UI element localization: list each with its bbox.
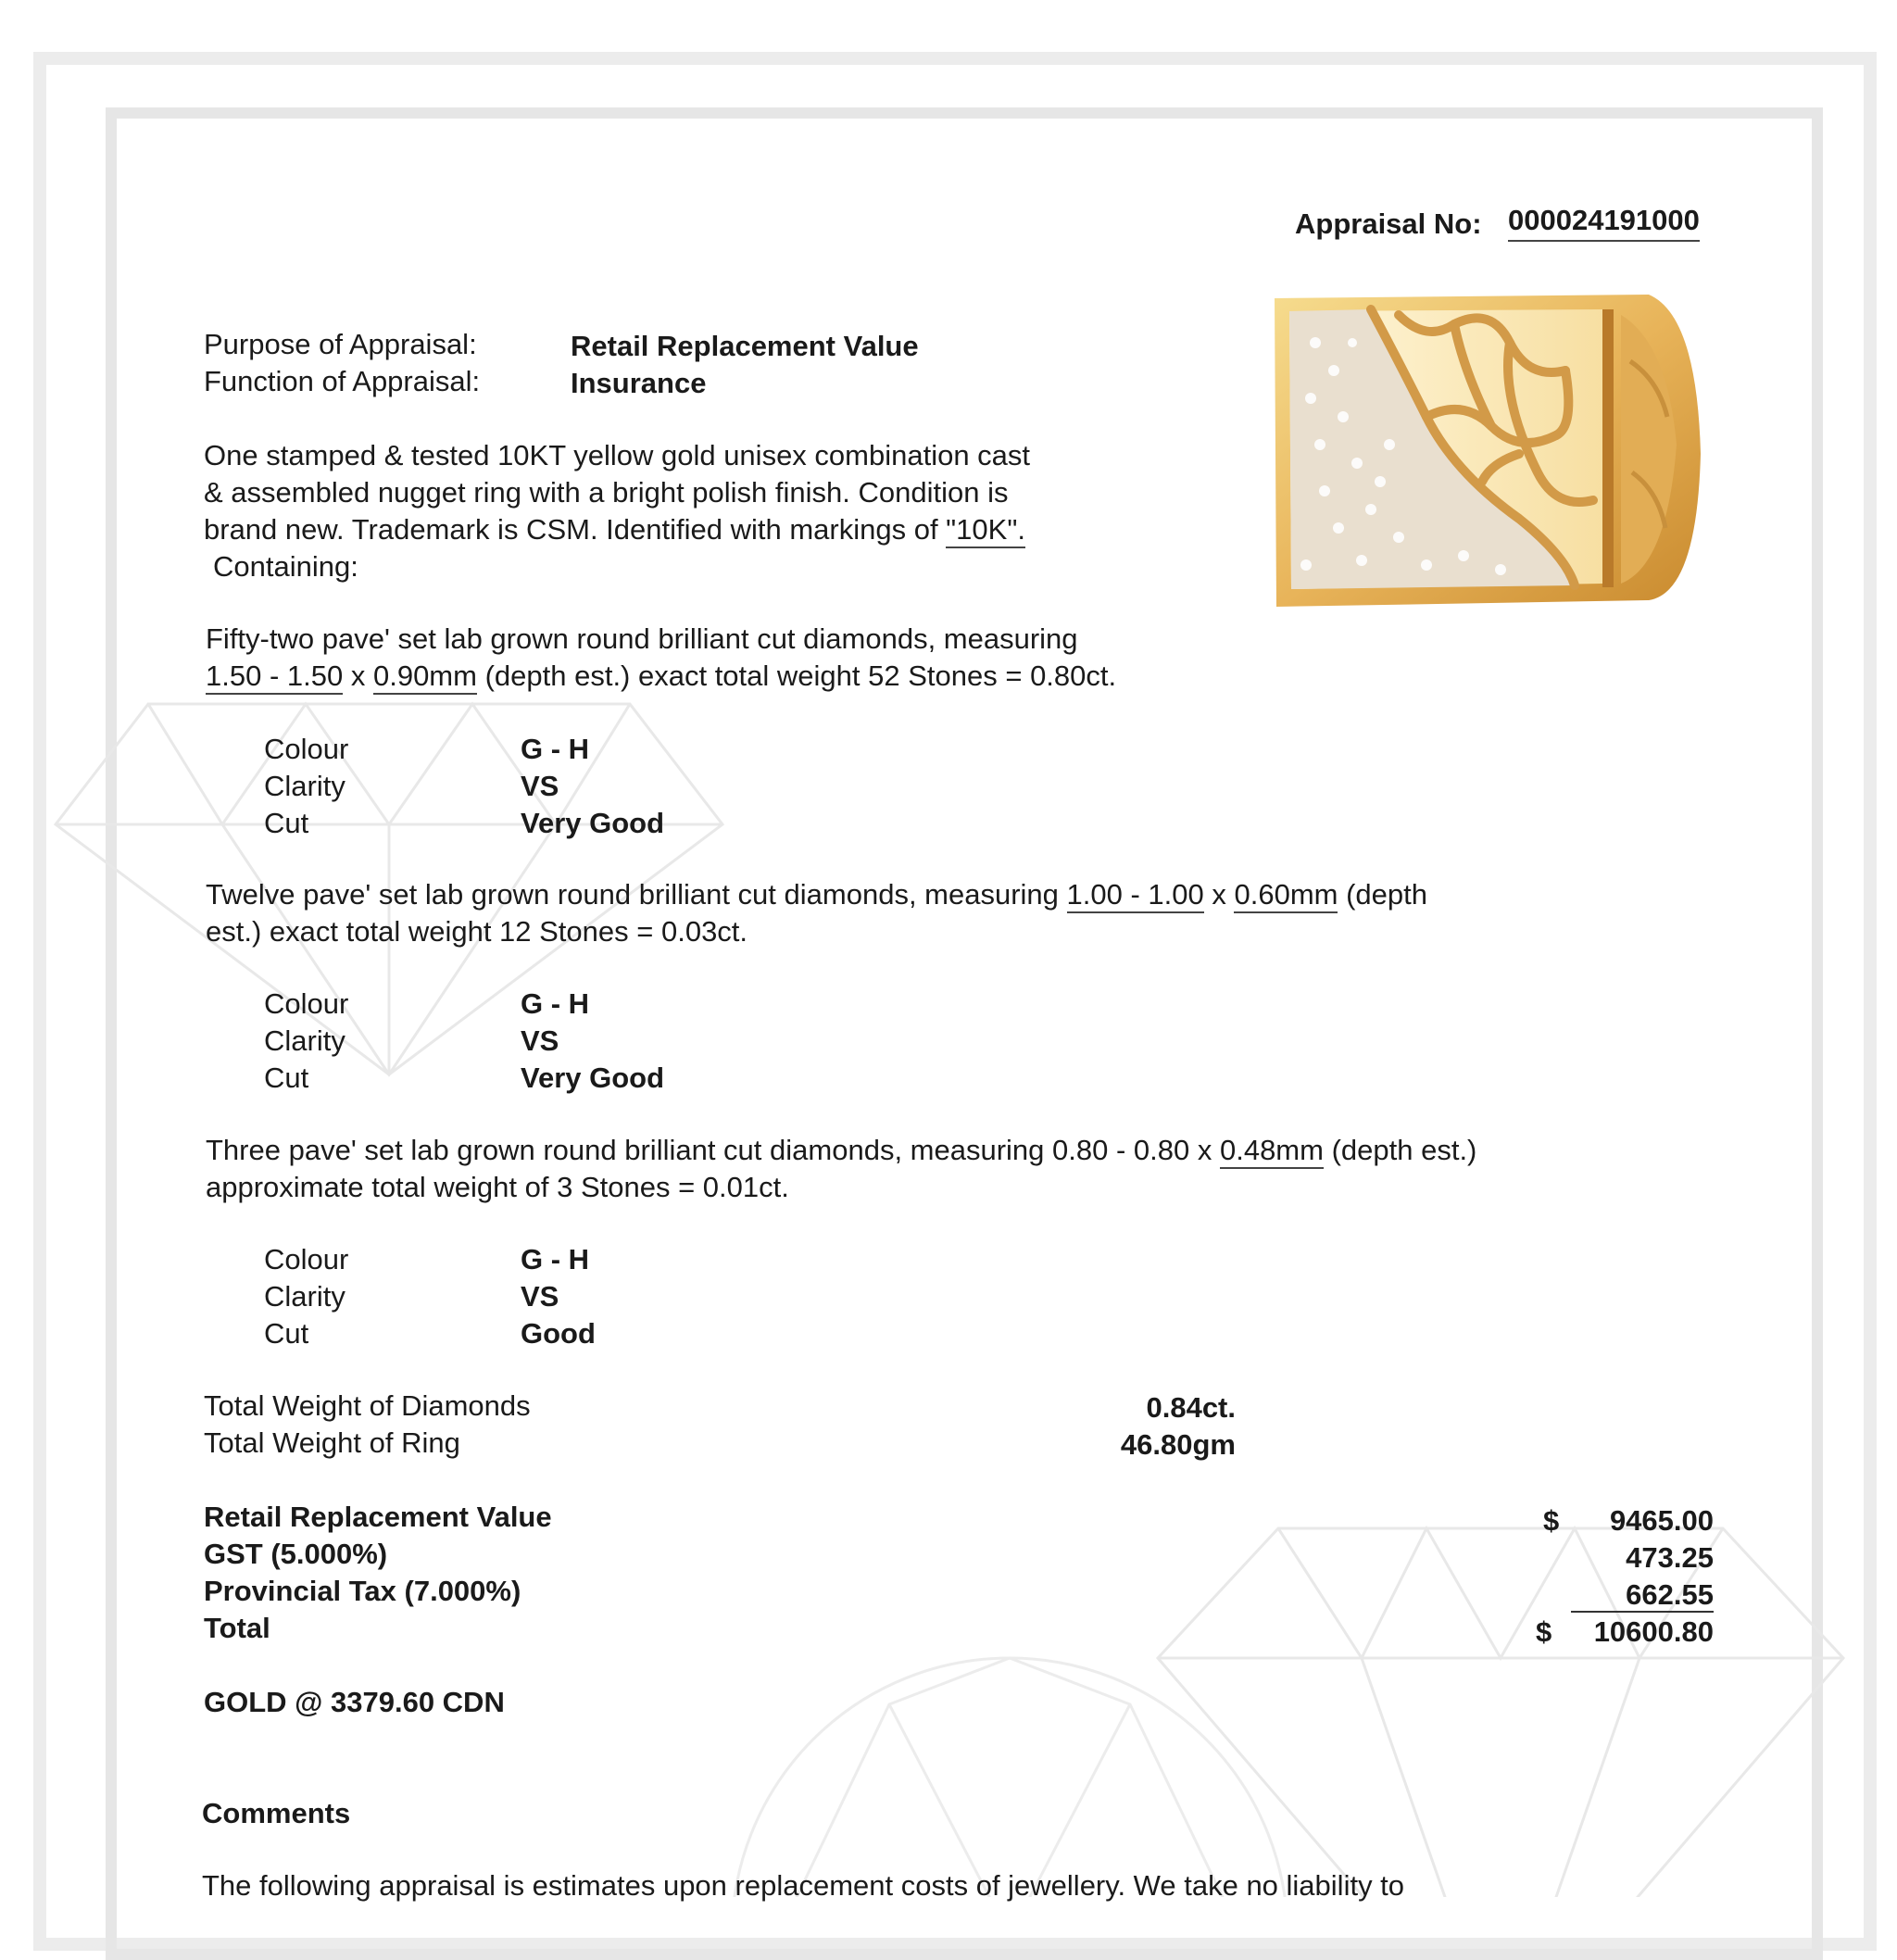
stone-2-colour: G - H [521,987,590,1020]
description-containing: Containing: [213,550,358,583]
stone-3-line-1-post: (depth est.) [1331,1134,1477,1166]
description-line-3 [204,511,1025,548]
description-line-2: & assembled nugget ring with a bright polish finish. Condition is [204,476,1009,509]
provincial-tax-label: Provincial Tax (7.000%) [204,1575,521,1607]
description-line-3-text: brand new. Trademark is CSM. Identified with markings of [204,513,947,546]
retail-label: Retail Replacement Value [204,1501,552,1533]
stone-1-weight: (depth est.) exact total weight 52 Stones = 0.80ct. [484,660,1117,692]
marking: "10K". [946,513,1025,548]
stone-2-clarity: VS [521,1024,559,1057]
total-ring-value: 46.80gm [1120,1428,1236,1461]
stone-2-colour-label: Colour [264,987,349,1020]
stone-2-line-1-text: Twelve pave' set lab grown round brilliant cut diamonds, measuring [206,878,1067,911]
stone-2-cut: Very Good [521,1062,665,1094]
retail-currency: $ [1543,1504,1560,1537]
provincial-tax-value: 662.55 [1626,1578,1714,1611]
stone-3-colour-label: Colour [264,1243,349,1275]
description-line-1: One stamped & tested 10KT yellow gold unisex combination cast [204,439,1031,471]
stone-1-colour: G - H [521,733,590,765]
stone-1-line-2 [206,658,1116,695]
stone-1-clarity-label: Clarity [264,770,345,802]
ring-photo [1269,287,1704,607]
stone-1-size: 1.50 - 1.50 [206,660,343,695]
purpose-value: Retail Replacement Value [571,330,919,362]
stone-1-colour-label: Colour [264,733,349,765]
stone-2-line-1 [206,876,1427,913]
stone-3-depth: 0.48mm [1220,1134,1324,1169]
stone-2-line-1-post: (depth [1346,878,1427,911]
stone-2-depth: 0.60mm [1234,878,1338,913]
total-currency: $ [1536,1615,1552,1648]
stone-3-cut: Good [521,1317,596,1350]
stone-3-cut-label: Cut [264,1317,309,1350]
total-value: 10600.80 [1593,1615,1714,1648]
stone-2-size: 1.00 - 1.00 [1067,878,1204,913]
retail-value: 9465.00 [1609,1504,1714,1537]
stone-1-depth: 0.90mm [373,660,477,695]
total-diamonds-label: Total Weight of Diamonds [204,1389,531,1422]
stone-1-line-1: Fifty-two pave' set lab grown round brilliant cut diamonds, measuring [206,622,1078,655]
gold-price: GOLD @ 3379.60 CDN [204,1686,505,1718]
appraisal-no-label: Appraisal No: [1295,207,1482,240]
stone-3-clarity: VS [521,1280,559,1313]
stone-3-line-2: approximate total weight of 3 Stones = 0.01ct. [206,1171,789,1203]
stone-3-colour: G - H [521,1243,590,1275]
function-value: Insurance [571,367,707,399]
total-diamonds-value: 0.84ct. [1146,1391,1236,1424]
gst-label: GST (5.000%) [204,1538,388,1570]
appraisal-number: 000024191000 [1508,202,1700,242]
function-label: Function of Appraisal: [204,365,481,397]
purpose-label: Purpose of Appraisal: [204,328,477,360]
stone-3-line-1-text: Three pave' set lab grown round brilliant cut diamonds, measuring 0.80 - 0.80 x [206,1134,1220,1166]
comments-heading: Comments [202,1797,351,1829]
total-label: Total [204,1612,270,1644]
comments-text: The following appraisal is estimates upon replacement costs of jewellery. We take no liability to [202,1869,1405,1902]
stone-2-x: x [1212,878,1226,911]
stone-1-cut: Very Good [521,807,665,839]
stone-2-clarity-label: Clarity [264,1024,345,1057]
gst-value: 473.25 [1626,1541,1714,1574]
stone-2-cut-label: Cut [264,1062,309,1094]
subtotal-rule [1571,1611,1714,1613]
stone-1-clarity: VS [521,770,559,802]
total-ring-label: Total Weight of Ring [204,1426,460,1459]
stone-2-line-2: est.) exact total weight 12 Stones = 0.03ct. [206,915,748,948]
stone-3-line-1 [206,1132,1476,1169]
stone-1-x: x [350,660,366,692]
stone-3-clarity-label: Clarity [264,1280,345,1313]
stone-1-cut-label: Cut [264,807,309,839]
